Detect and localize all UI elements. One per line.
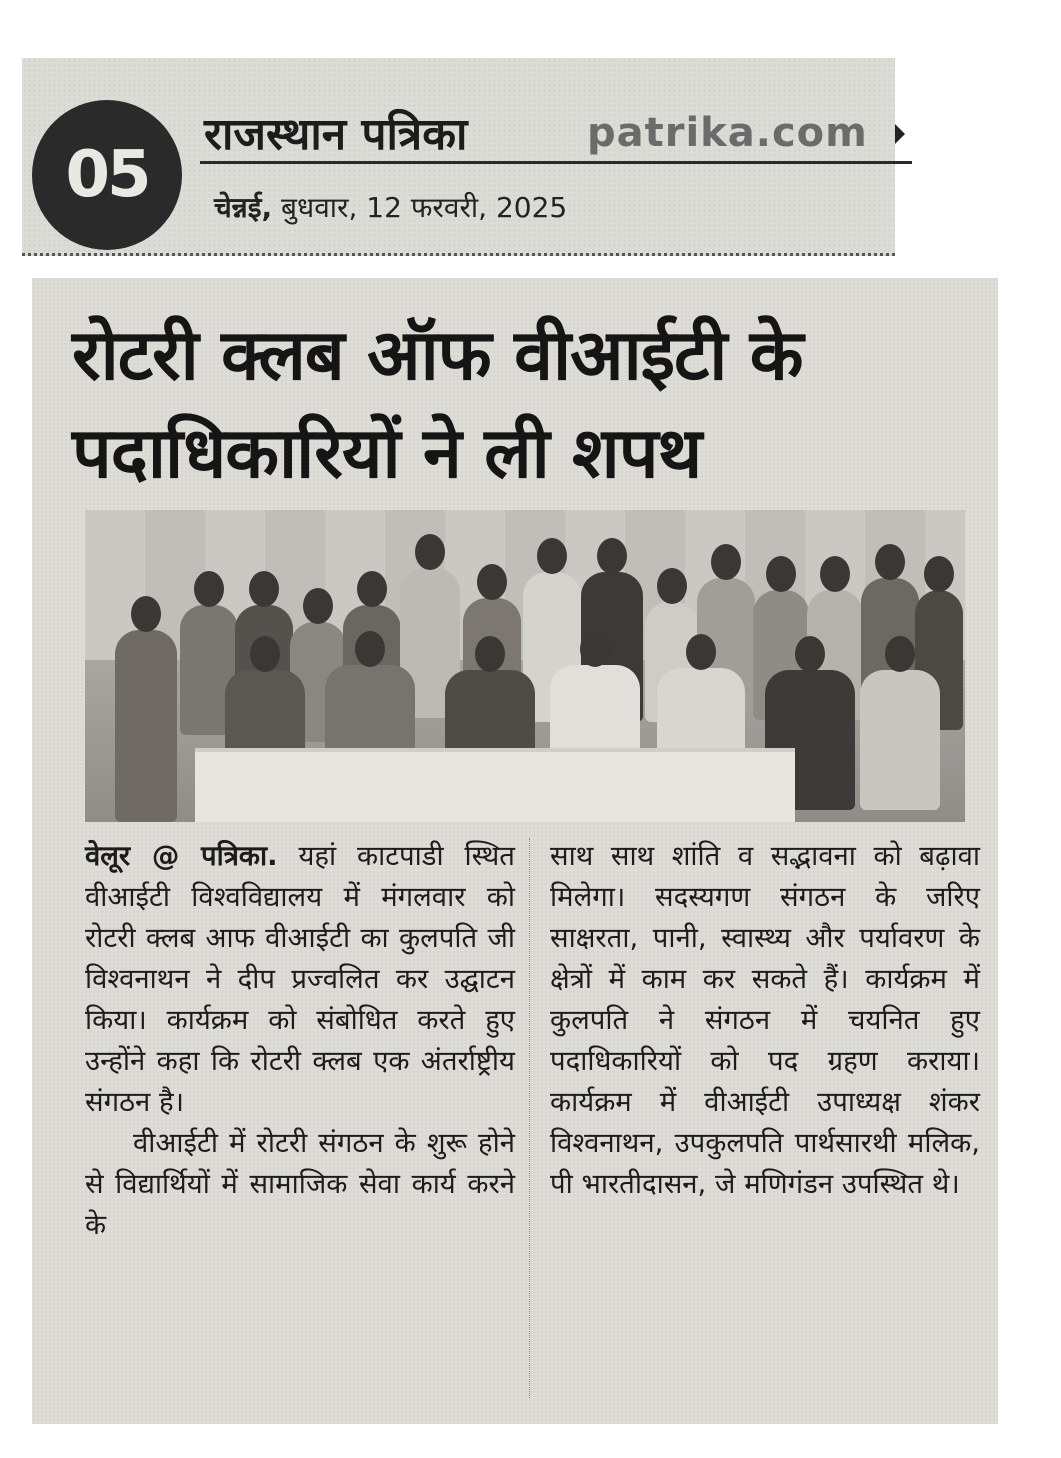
article-column-left <box>85 836 515 1246</box>
column-divider <box>529 838 530 1398</box>
newspaper-website: patrika.com <box>587 110 868 156</box>
page-number: 05 <box>65 138 149 212</box>
article-paragraph-1 <box>85 836 515 1123</box>
headline-line-2: पदाधिकारियों ने ली शपथ <box>72 412 702 494</box>
article-column-right <box>550 836 980 1205</box>
paragraph-1-text: यहां काटपाडी स्थित वीआईटी विश्वविद्यालय में मंगलवार को रोटरी क्लब आफ वीआईटी का कुलपति जी विश्वनाथन ने दीप प्रज्वलित कर उद्घाटन किया। कार्यक्रम को संबोधित करते हुए उन्होंने कहा कि रोटरी क्लब एक अंतर्राष्ट्रीय संगठन है। <box>85 840 515 1118</box>
photo-table <box>195 748 795 822</box>
masthead-clipping <box>22 58 895 256</box>
article-paragraph-2: वीआईटी में रोटरी संगठन के शुरू होने से विद्यार्थियों में सामाजिक सेवा कार्य करने के <box>85 1127 515 1241</box>
byline: वेलूर @ पत्रिका. <box>85 840 278 872</box>
group-photo <box>85 510 965 822</box>
dateline-city: चेन्नई, <box>214 191 273 224</box>
headline-line-1: रोटरी क्लब ऑफ वीआईटी के <box>72 314 803 396</box>
page-number-badge <box>32 100 182 250</box>
dateline-date: बुधवार, 12 फरवरी, 2025 <box>272 191 568 224</box>
newspaper-name: राजस्थान पत्रिका <box>204 109 468 160</box>
headline <box>72 306 972 502</box>
article-clipping <box>32 278 998 1424</box>
arrow-right-icon <box>895 124 905 144</box>
article-paragraph-3: साथ साथ शांति व सद्भावना को बढ़ावा मिलेगा। सदस्यगण संगठन के जरिए साक्षरता, पानी, स्वास्थ्य और पर्यावरण के क्षेत्रों में काम कर सकते हैं। कार्यक्रम में कुलपति ने संगठन में चयनित हुए पदाधिकारियों को पद ग्रहण कराया। कार्यक्रम में वीआईटी उपाध्यक्ष शंकर विश्वनाथन, उपकुलपति पार्थसारथी मलिक, पी भारतीदासन, जे मणिगंडन उपस्थित थे। <box>550 840 980 1200</box>
masthead-rule <box>200 161 912 164</box>
photo-person <box>115 630 177 822</box>
photo-person <box>860 670 940 810</box>
dateline <box>214 188 567 226</box>
